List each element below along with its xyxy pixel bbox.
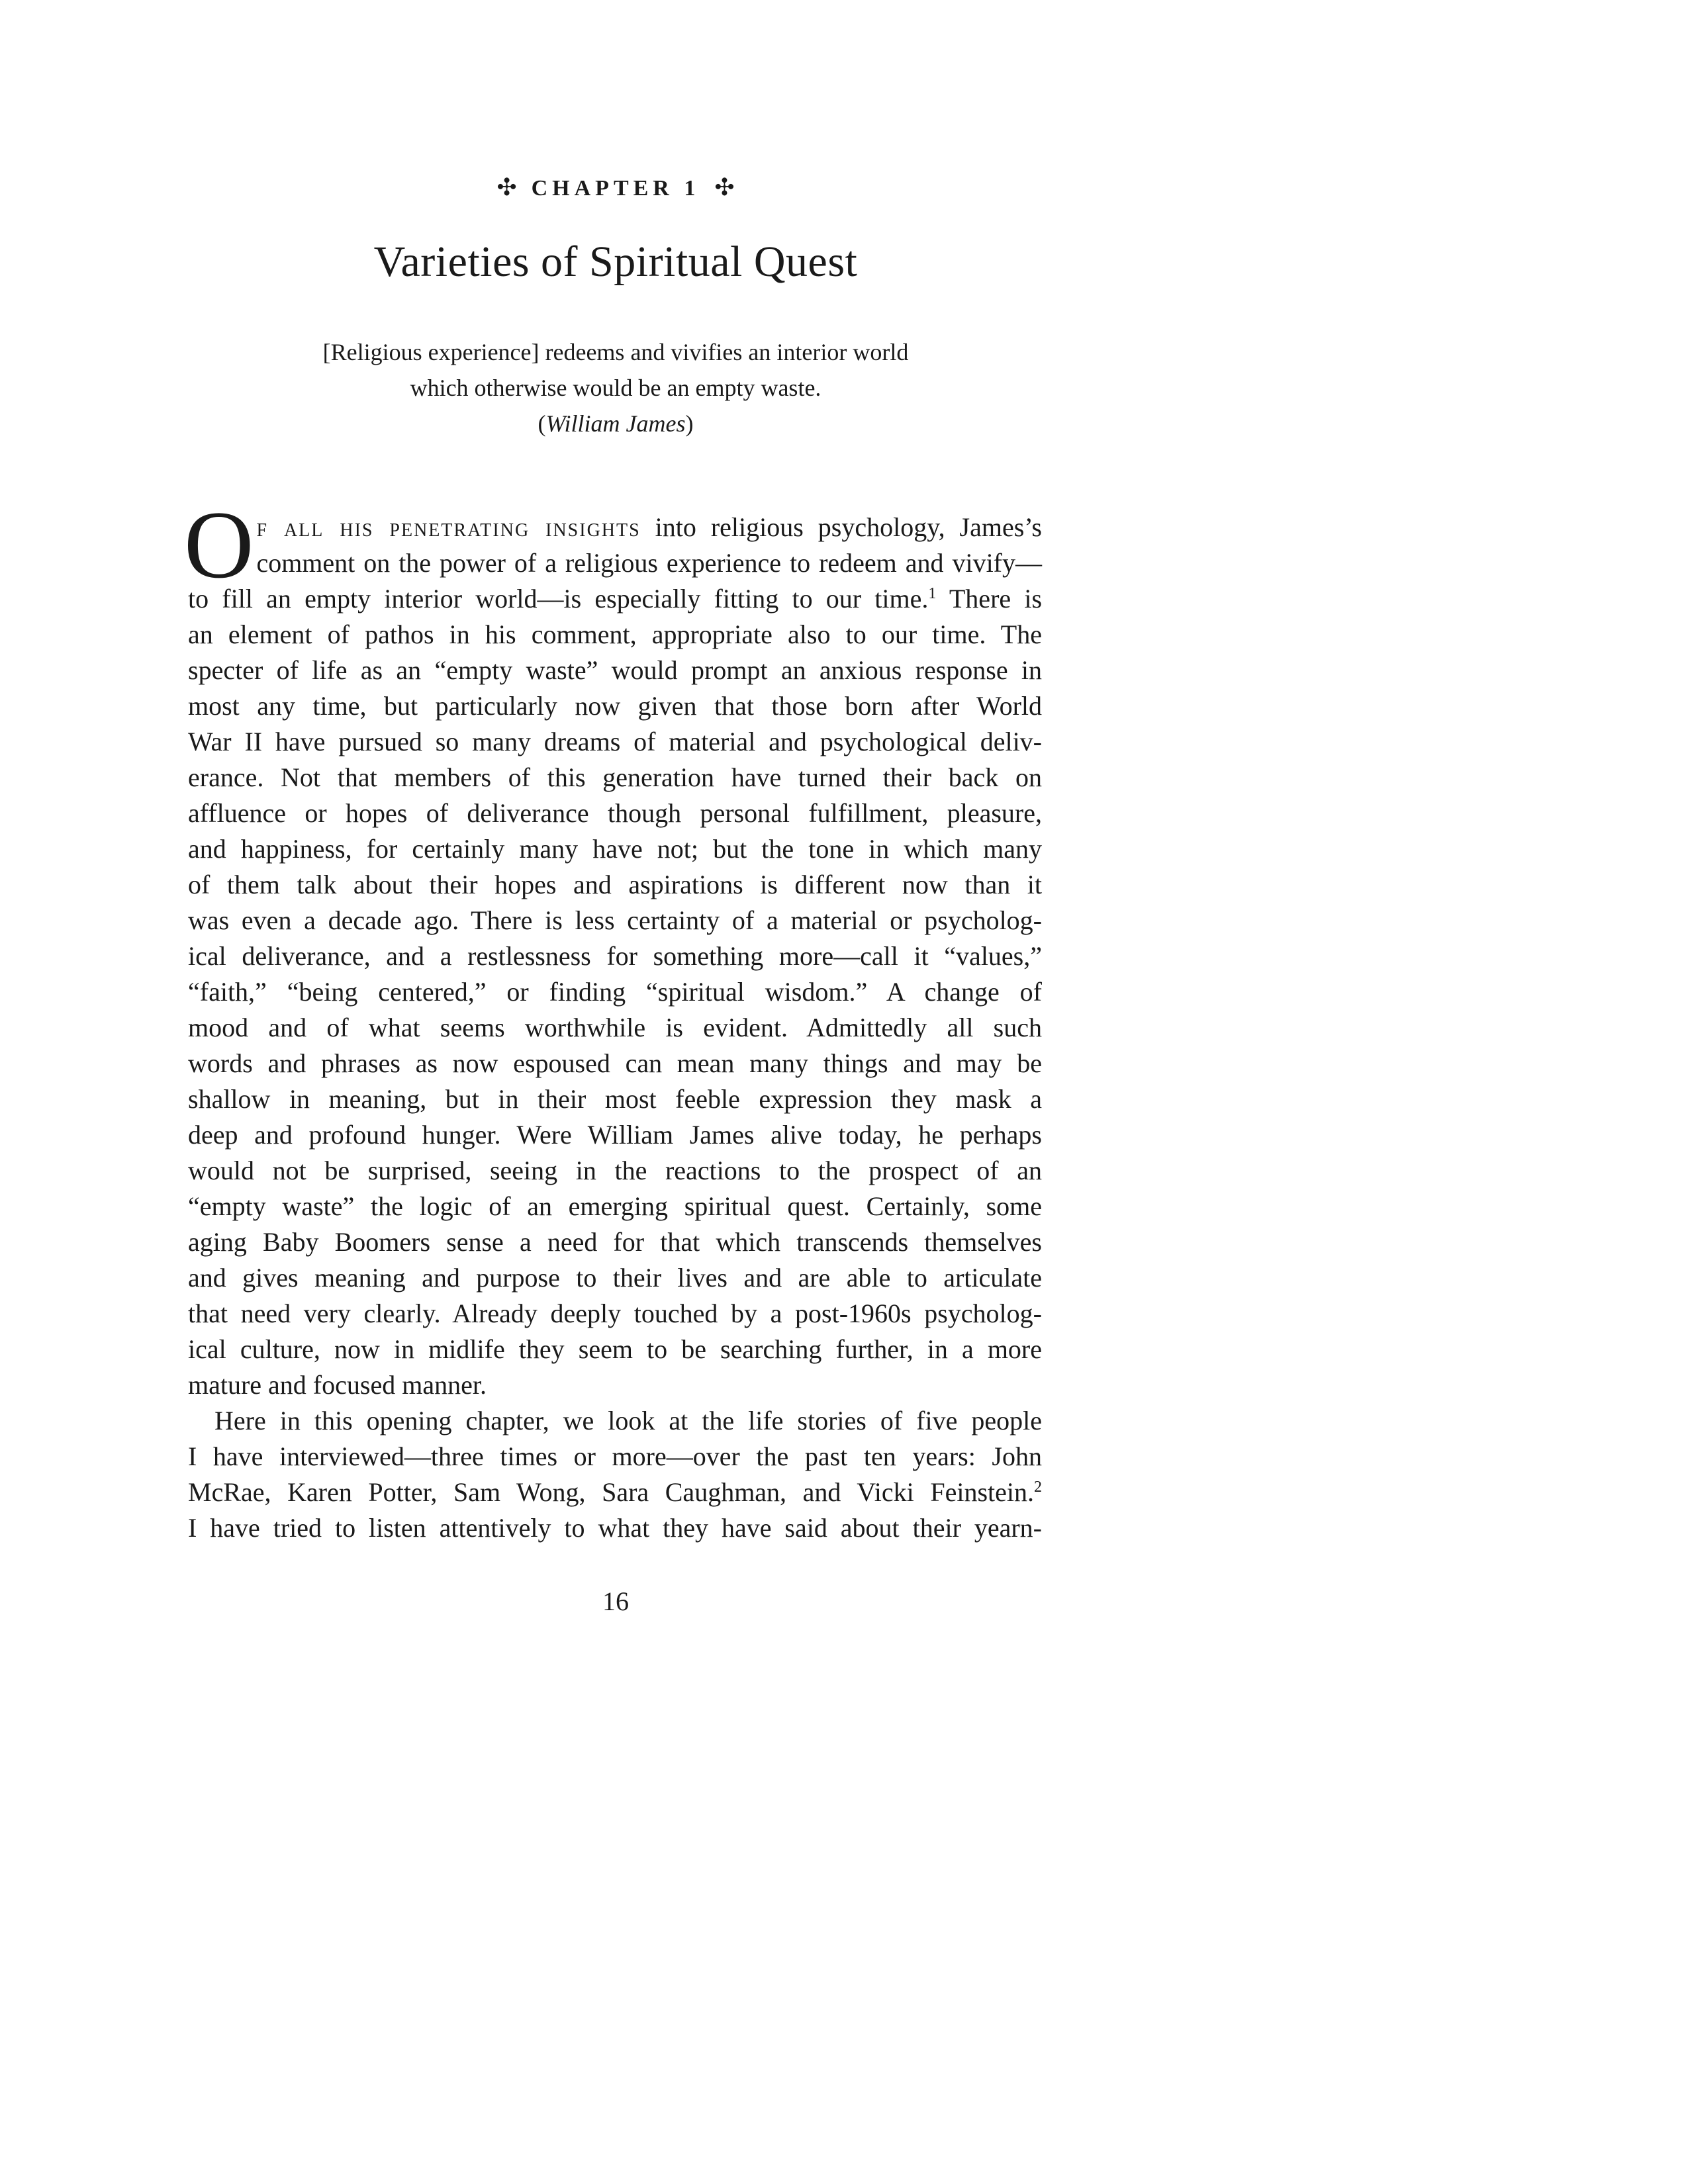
body-line: mood and of what seems worthwhile is evident. Admittedly all such xyxy=(188,1013,1042,1042)
body-line: was even a decade ago. There is less certainty of a material or psycholog- xyxy=(188,905,1042,935)
body-line: mature and focused manner. xyxy=(188,1370,487,1400)
body-line: ical deliverance, and a restlessness for something more—call it “values,” xyxy=(188,941,1042,971)
chapter-title: Varieties of Spiritual Quest xyxy=(373,238,858,286)
epigraph-attribution xyxy=(0,406,1231,441)
attribution-open-paren: ( xyxy=(538,410,546,437)
body-line: deep and profound hunger. Were William James alive today, he perhaps xyxy=(188,1120,1042,1150)
epigraph-line-1: [Religious experience] redeems and vivifies an interior world xyxy=(322,339,909,365)
body-line-text: McRae, Karen Potter, Sam Wong, Sara Caughman, and Vicki Feinstein. xyxy=(188,1477,1034,1507)
body-line: an element of pathos in his comment, appropriate also to our time. The xyxy=(188,619,1042,649)
body-line: I have interviewed—three times or more—over the past ten years: John xyxy=(188,1441,1042,1471)
body-line: War II have pursued so many dreams of material and psychological deliv- xyxy=(188,727,1042,756)
footnote-ref-1[interactable]: 1 xyxy=(928,585,937,602)
body-line: Here in this opening chapter, we look at the life stories of five people xyxy=(214,1406,1042,1435)
attribution-name: William James xyxy=(545,410,686,437)
body-line: most any time, but particularly now given that those born after World xyxy=(188,691,1042,721)
body-line-text: into religious psychology, James’s xyxy=(640,512,1042,542)
body-line: comment on the power of a religious experience to redeem and vivify— xyxy=(256,548,1042,578)
body-line: specter of life as an “empty waste” would prompt an anxious response in xyxy=(188,655,1042,685)
body-line xyxy=(188,581,1042,617)
body-line: I have tried to listen attentively to what they have said about their yearn- xyxy=(188,1513,1042,1543)
body-line: ical culture, now in midlife they seem to be searching further, in a more xyxy=(188,1334,1042,1364)
body-line: erance. Not that members of this generation have turned their back on xyxy=(188,762,1042,792)
body-line: of them talk about their hopes and aspirations is different now than it xyxy=(188,870,1042,899)
body-line-text: There is xyxy=(936,584,1043,614)
attribution-close-paren: ) xyxy=(685,410,694,437)
body-line: affluence or hopes of deliverance though personal fulfillment, pleasure, xyxy=(188,798,1042,828)
body-line: that need very clearly. Already deeply touched by a post-1960s psycholog- xyxy=(188,1298,1042,1328)
body-line xyxy=(188,1475,1042,1510)
body-line: “empty waste” the logic of an emerging spiritual quest. Certainly, some xyxy=(188,1191,1042,1221)
body-line-text: to fill an empty interior world—is especially fitting to our time. xyxy=(188,584,929,614)
body-line: aging Baby Boomers sense a need for that which transcends themselves xyxy=(188,1227,1042,1257)
body-line: “faith,” “being centered,” or finding “spiritual wisdom.” A change of xyxy=(188,977,1042,1007)
chapter-label xyxy=(0,173,1231,201)
body-line: shallow in meaning, but in their most feeble expression they mask a xyxy=(188,1084,1042,1114)
body-line: and happiness, for certainly many have not; but the tone in which many xyxy=(188,834,1042,864)
smallcaps-lead: f all his penetrating insights xyxy=(256,512,641,542)
footnote-ref-2[interactable]: 2 xyxy=(1034,1479,1042,1496)
epigraph-line-2: which otherwise would be an empty waste. xyxy=(410,375,821,401)
epigraph xyxy=(0,334,1231,441)
page-number: 16 xyxy=(602,1586,629,1616)
body-line: would not be surprised, seeing in the reactions to the prospect of an xyxy=(188,1156,1042,1185)
ornament-left-icon: ✣ xyxy=(496,174,517,201)
body-text xyxy=(184,491,1043,1546)
body-line: and gives meaning and purpose to their lives and are able to articulate xyxy=(188,1263,1042,1293)
chapter-number: CHAPTER 1 xyxy=(531,176,700,201)
body-line xyxy=(188,510,1042,545)
body-line: words and phrases as now espoused can mean many things and may be xyxy=(188,1048,1042,1078)
drop-cap: O xyxy=(184,491,254,598)
ornament-right-icon: ✣ xyxy=(714,174,735,201)
